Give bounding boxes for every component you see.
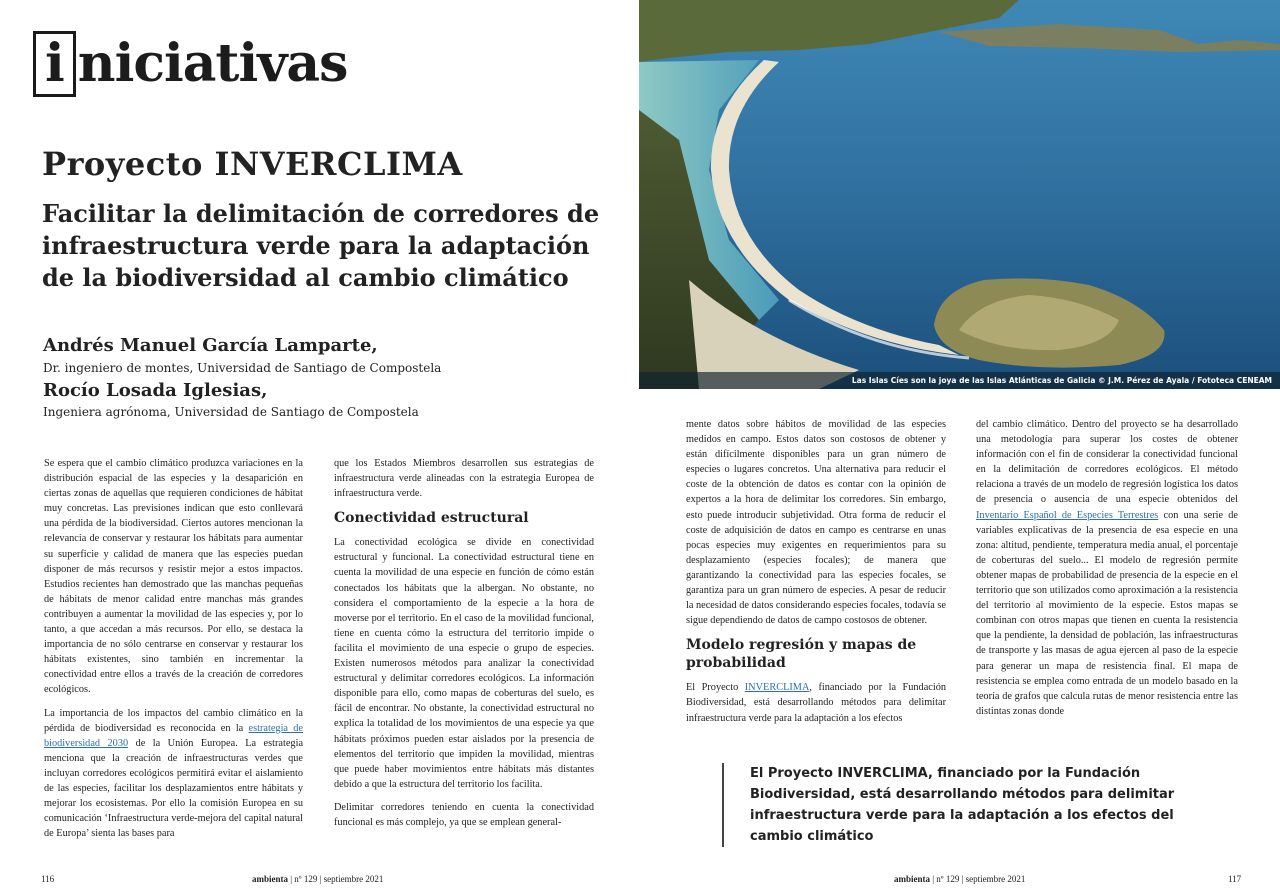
author-name: Rocío Losada Iglesias, <box>43 380 268 401</box>
paragraph: mente datos sobre hábitos de movilidad de las especies medidos en campo. Estos datos son costosos de obtener y están difícilmente disponibles para un gran número de especies o lugares concretos. Una alternativa para reducir el coste de la obtención de datos es contar con la opinión de expertos a la hora de delimitar los corredores. Sin embargo, esto puede introducir subjetividad. Otra forma de reducir el coste de adquisición de datos en campo es centrarse en unas pocas especies muy exigentes en requerimientos para su desplazamiento (especies focales); de manera que garantizando la conectividad para las especies focales, se garantiza para un gran número de especies. A pesar de reducir la necesidad de datos considerando especies focales, todavía se sigue dependiendo de datos de campo costosos de obtener. <box>686 419 946 627</box>
paragraph: Se espera que el cambio climático produzca variaciones en la distribución espacial de las especies y la desaparición en ciertas zonas de aquellas que requieren condiciones de hábitat muy concretas. Las previsiones indican que esto conllevará una pérdida de la biodiversidad. Ciertos autores mencionan la relevancia de conservar y restaurar los hábitats para aumentar su superficie y calidad de manera que las especies puedan disponer de más recursos y resistir mejor a estos impactos. Estudios recientes han demostrado que las manchas pequeñas de hábitats de menor calidad entre manchas más grandes contribuyen a aumentar la movilidad de las especies y, por lo tanto, a que accedan a más recursos. Por ello, se destaca la importancia de no sólo centrarse en conservar y restaurar los hábitats existentes, sino también en incrementar la conectividad entre ellos a través de la creación de corredores ecológicos. <box>44 458 303 696</box>
body-column-4 <box>976 417 1238 727</box>
article-subtitle: Facilitar la delimitación de corredores de infraestructura verde para la adaptación de la biodiversidad al cambio climático <box>42 199 600 292</box>
section-label <box>33 28 347 100</box>
paragraph: que los Estados Miembros desarrollen sus estrategias de infraestructura verde alineadas con la estrategia Europea de infraestructura verde. <box>334 458 594 500</box>
author-name: Andrés Manuel García Lamparte, <box>43 335 378 356</box>
author-affiliation: Dr. ingeniero de montes, Universidad de Santiago de Compostela <box>43 361 442 375</box>
section-initial: i <box>33 31 76 97</box>
biodiversity-strategy-link[interactable]: estrategia de biodiversidad 2030 <box>44 722 303 749</box>
species-inventory-link[interactable]: Inventario Español de Especies Terrestres <box>976 509 1159 521</box>
paragraph: Delimitar corredores teniendo en cuenta la conectividad funcional es más complejo, ya que se emplean general- <box>334 801 594 828</box>
body-column-1 <box>44 456 303 849</box>
page-footer: ambienta | nº 129 | septiembre 2021 <box>894 874 1026 884</box>
paragraph: La conectividad ecológica se divide en conectividad estructural y funcional. La conectividad estructural tiene en cuenta la movilidad de una especie en función de cómo están conectados los hábitats que la albergan. No obstante, no considera el comportamiento de la especie a la hora de moverse por el territorio. En el caso de la movilidad funcional, tiene en cuenta cómo la estructura del territorio impide o facilita el movimiento de una especie o grupo de especies. Existen numerosos métodos para analizar la conectividad estructural y delimitar corredores ecológicos. La información disponible para ello, como mapas de coberturas del suelo, es fácil de encontrar. No obstante, la conectividad estructural no explica la totalidad de los movimientos de una especie ya que hábitats próximos pueden estar aislados por la presencia de elementos del territorio que impiden la movilidad, mientras que puede haber movimientos entre hábitats más distantes debido a que la estructura del territorio los facilita. <box>334 537 594 790</box>
page-footer: ambienta | nº 129 | septiembre 2021 <box>252 874 384 884</box>
section-heading: Conectividad estructural <box>334 510 529 527</box>
pull-quote: El Proyecto INVERCLIMA, financiado por la Fundación Biodiversidad, está desarrollando métodos para delimitar infraestructura verde para la adaptación a los efectos del cambio climático <box>722 763 1230 847</box>
section-rest: niciativas <box>77 33 348 94</box>
author-affiliation: Ingeniera agrónoma, Universidad de Santiago de Compostela <box>43 405 419 419</box>
body-column-2 <box>334 456 594 838</box>
paragraph: La importancia de los impactos del cambio climático en la pérdida de biodiversidad es reconocida en la estrategia de biodiversidad 2030 de la Unión Europea. La estrategia menciona que la creación de infraestructuras verdes que incluyan corredores ecológicos permitirá evitar el aislamiento de las especies, facilitar los desplazamientos entre hábitats y mejorar los ecosistemas. Por ello la comisión Europea en su comunicación ‘Infraestructura verde-mejora del capital natural de Europa’ sienta las bases para <box>44 707 304 840</box>
inverclima-link[interactable]: INVERCLIMA <box>744 682 810 694</box>
body-column-3 <box>686 417 946 734</box>
article-title: Proyecto INVERCLIMA <box>42 145 463 183</box>
paragraph: El Proyecto INVERCLIMA, financiado por la Fundación Biodiversidad, está desarrollando métodos para delimitar infraestructura verde para la adaptación a los efectos <box>686 682 947 724</box>
page-number: 116 <box>41 874 55 884</box>
photo-caption: Las Islas Cíes son la joya de las Islas Atlánticas de Galicia © J.M. Pérez de Ayala / Fototeca CENEAM <box>851 376 1272 385</box>
islas-cies-photo <box>639 0 1280 389</box>
page-number: 117 <box>1228 874 1242 884</box>
paragraph: del cambio climático. Dentro del proyecto se ha desarrollado una metodología para superar los costes de obtener información con el fin de considerar la conectividad funcional en la delimitación de corredores ecológicos. El método relaciona a través de un modelo de regresión logística los datos de presencia o ausencia de una especie obtenidos del Inventario Español de Especies Terrestres con una serie de variables explicativas de la presencia de esa especie en una zona: altitud, pendiente, temperatura media anual, el porcentaje de coberturas del suelo... El modelo de regresión permite obtener mapas de probabilidad de presencia de la especie en el territorio que son utilizados como aproximación a la resistencia del territorio al movimiento de la especie. Estos mapas se combinan con otros mapas que tienen en cuenta la resistencia que la pendiente, la densidad de población, las infraestructuras de transporte y las masas de agua ejercen al paso de la especie para generar un mapa de resistencia final. El mapa de resistencia se emplea como entrada de un modelo basado en la teoría de grafos que calcula rutas de menor resistencia entre las distintas zonas donde <box>976 419 1238 717</box>
section-heading: Modelo regresión y mapas de probabilidad <box>686 637 917 672</box>
